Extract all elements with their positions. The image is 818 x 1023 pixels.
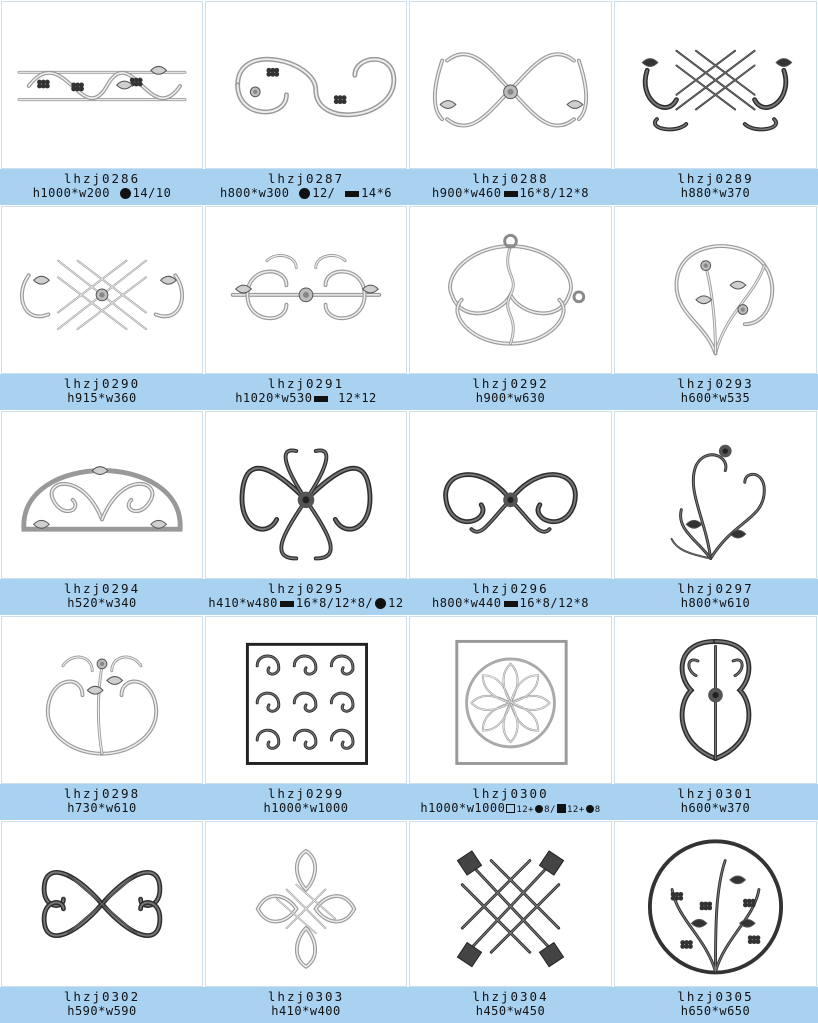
product-caption [0,987,204,1023]
spec-text: 8 [594,805,601,815]
spec-text: h650*w650 [680,1004,751,1018]
product-image [205,411,407,579]
scroll-highlight [257,656,279,674]
product-code: lhzj0296 [472,581,549,596]
leaf [567,101,583,109]
product-caption [613,987,818,1023]
product-code: lhzj0299 [267,786,345,801]
scroll-path [242,468,306,529]
scroll-path [29,73,180,98]
product-card [0,615,204,820]
product-dimensions [0,391,204,406]
spec-text: 12/ [312,186,344,200]
scroll-highlight [672,539,711,559]
scroll-highlight [102,902,160,935]
product-caption [408,374,613,410]
scroll-highlight [331,693,353,711]
scroll-highlight [257,730,279,748]
scroll-highlight [503,703,517,742]
product-code: lhzj0304 [472,989,549,1004]
spec-text: 14*6 [361,186,393,200]
product-card [0,205,204,410]
product-code: lhzj0302 [63,989,141,1004]
product-code: lhzj0294 [63,581,141,596]
rosette-center [741,307,745,311]
wrought-iron-ornament-illustration [2,617,202,783]
spec-text: h880*w370 [680,186,751,200]
scroll-highlight [294,730,316,748]
rosette-center [100,662,104,666]
scroll-highlight [44,872,102,905]
round-bar-icon [120,188,131,199]
spec-text: h1020*w530 [235,391,313,405]
scroll-path [755,70,786,107]
product-code: lhzj0289 [677,171,754,186]
wrought-iron-ornament-illustration [206,822,406,986]
spec-text: 12*12 [330,391,377,405]
scroll-highlight [238,85,287,112]
leaf [730,281,746,289]
product-dimensions [408,1004,613,1019]
product-caption [408,169,613,205]
product-image [614,821,817,987]
scroll-path [102,484,152,520]
product-caption [408,579,613,615]
scroll-highlight [281,500,330,559]
spec-text: h900*w630 [475,391,546,405]
scroll-highlight [44,902,102,935]
scroll-highlight [450,246,571,313]
scroll-path [267,255,345,267]
product-code: lhzj0298 [63,786,141,801]
product-image [614,616,817,784]
leaf [642,59,658,67]
scroll-highlight [511,703,539,731]
scroll-highlight [483,703,511,731]
product-code: lhzj0288 [472,171,549,186]
wrought-iron-ornament-illustration [410,822,611,986]
product-dimensions [0,596,204,611]
wrought-iron-ornament-illustration [615,617,816,783]
product-card [408,0,613,205]
product-dimensions [408,596,613,611]
grape [79,86,84,91]
spec-text: 16*8/12*8 [519,596,590,610]
product-card [204,0,408,205]
scroll-highlight [238,59,394,115]
product-caption [613,784,818,820]
product-card [613,0,818,205]
product-caption [204,374,408,410]
wrought-iron-ornament-illustration [615,2,816,168]
product-image [205,821,407,987]
scroll-highlight [331,730,353,748]
product-card [613,410,818,615]
product-caption [613,169,818,205]
scroll-path [450,246,571,313]
product-dimensions [204,596,408,611]
scroll-path [102,682,156,754]
product-image [409,1,612,169]
spec-text: h590*w590 [67,1004,137,1018]
hollow-square-icon [506,804,515,813]
scroll-path [676,246,772,353]
wrought-iron-ornament-illustration [2,2,202,168]
spec-text: 16*8/12*8 [519,186,590,200]
wrought-iron-ornament-illustration [206,2,406,168]
leaf [730,876,745,884]
spec-text: h800*w440 [431,596,502,610]
product-dimensions [204,391,408,406]
product-image [409,616,612,784]
product-code: lhzj0295 [267,581,345,596]
product-code: lhzj0287 [267,171,345,186]
product-card [613,820,818,1023]
square-bar-icon [557,804,566,813]
scroll-highlight [294,656,316,674]
round-bar-icon [299,188,310,199]
product-card [408,820,613,1023]
product-dimensions [408,186,613,201]
product-card [204,410,408,615]
product-dimensions [613,1004,818,1019]
grape [678,896,683,901]
spec-text: h1000*w1000 [263,801,349,815]
leaf [107,677,123,685]
scroll-path [306,468,370,529]
product-code: lhzj0300 [472,786,549,801]
wrought-iron-ornament-illustration [410,617,611,783]
scroll-highlight [257,693,279,711]
spec-text: 12+ [566,805,585,815]
product-image [205,616,407,784]
scroll-path [645,70,676,107]
round-bar-icon [586,805,594,813]
product-caption [613,374,818,410]
rosette-center [303,292,309,298]
product-caption [0,784,204,820]
product-code: lhzj0292 [472,376,549,391]
product-image [205,1,407,169]
spec-text: 14/10 [132,186,172,200]
scroll-highlight [294,693,316,711]
grape [707,905,712,910]
product-image [1,821,203,987]
scroll-highlight [511,696,550,710]
scroll-path [457,300,563,344]
product-dimensions [613,186,818,201]
product-caption [0,579,204,615]
product-image [614,206,817,374]
product-code: lhzj0297 [677,581,754,596]
scroll-highlight [68,875,136,933]
scroll-highlight [102,682,156,754]
product-card [408,615,613,820]
product-image [614,411,817,579]
product-dimensions [613,596,818,611]
rosette-center [507,89,513,95]
scroll-highlight [503,664,517,703]
scroll-path [511,475,576,522]
product-image [1,616,203,784]
spec-text: h730*w610 [67,801,137,815]
product-dimensions [0,186,204,201]
product-code: lhzj0290 [63,376,141,391]
grape [342,99,347,104]
product-image [614,1,817,169]
product-dimensions [204,1004,408,1019]
product-card [204,820,408,1023]
product-caption [613,579,818,615]
product-caption [204,987,408,1023]
product-card [0,410,204,615]
wrought-iron-ornament-illustration [206,412,406,578]
wrought-iron-ornament-illustration [2,412,202,578]
scroll-highlight [471,696,510,710]
spec-text: h520*w340 [67,596,137,610]
spec-text: h600*w535 [680,391,751,405]
product-card [408,410,613,615]
leaf [691,919,706,927]
round-bar-icon [375,598,386,609]
flat-bar-icon [314,396,328,402]
scroll-path [711,474,765,558]
rosette-center [712,692,718,698]
product-card [0,820,204,1023]
product-card [613,205,818,410]
product-caption [204,579,408,615]
spec-text: h410*w480 [208,596,278,610]
leaf [776,59,792,67]
grape [138,82,143,87]
spec-text: 16*8/12*8/ [295,596,374,610]
flat-bar-icon [504,601,518,607]
product-code: lhzj0305 [677,989,754,1004]
flat-bar-icon [504,191,518,197]
product-caption [408,987,613,1023]
product-code: lhzj0293 [677,376,754,391]
scroll-highlight [331,656,353,674]
product-caption [204,784,408,820]
spec-text: h450*w450 [475,1004,546,1018]
product-dimensions [0,1004,204,1019]
product-image [1,1,203,169]
leaf [92,467,108,475]
grape [688,944,693,949]
product-card [204,205,408,410]
leaf [686,520,702,528]
scroll-highlight [29,73,180,98]
leaf [696,296,712,304]
product-caption [0,374,204,410]
wrought-iron-ornament-illustration [615,412,816,578]
product-dimensions [613,391,818,406]
wrought-iron-ornament-illustration [615,822,816,986]
round-bar-icon [535,805,543,813]
product-dimensions [613,801,818,816]
spec-text: h1000*w200 [32,186,118,200]
product-image [409,411,612,579]
spec-text: h800*w610 [680,596,751,610]
rosette-center [99,292,104,297]
spec-text: h1000*w1000 [420,801,506,815]
rosette-center [704,263,708,267]
product-image [409,206,612,374]
scroll-highlight [676,51,754,110]
scroll-highlight [457,300,563,344]
flat-bar-icon [280,601,294,607]
leaf [34,276,50,284]
product-image [205,206,407,374]
product-code: lhzj0291 [267,376,345,391]
scroll-path [52,484,102,520]
product-code: lhzj0303 [267,989,345,1004]
scroll-path [446,475,511,522]
product-image [1,411,203,579]
spec-text: 8/ [544,805,556,815]
scroll-highlight [511,675,539,703]
scroll-highlight [102,872,160,905]
grape [45,84,50,89]
spec-text: h600*w370 [680,801,751,815]
grape [274,72,279,77]
grape [756,939,761,944]
scroll-highlight [462,861,558,953]
wrought-iron-ornament-illustration [2,822,202,986]
spec-text: h915*w360 [67,391,137,405]
product-dimensions [408,391,613,406]
product-code: lhzj0301 [677,786,754,801]
leaf [440,101,456,109]
wrought-iron-ornament-illustration [410,207,611,373]
product-caption [204,169,408,205]
spec-text: h900*w460 [431,186,502,200]
wrought-iron-ornament-illustration [615,207,816,373]
rosette-center [723,448,728,453]
spec-text: h410*w400 [271,1004,341,1018]
spear-tips [457,851,563,967]
wrought-iron-ornament-illustration [206,207,406,373]
leaf [161,276,177,284]
product-caption [0,169,204,205]
product-card [0,0,204,205]
wrought-iron-ornament-illustration [206,617,406,783]
scroll-highlight [676,246,772,353]
wrought-iron-ornament-illustration [410,412,611,578]
product-dimensions [204,186,408,201]
product-dimensions [0,801,204,816]
rosette-center [302,496,309,503]
product-caption [408,784,613,820]
rosette-center [253,90,257,94]
scroll-path [672,539,711,559]
flat-bar-icon [345,191,359,197]
wrought-iron-ornament-illustration [410,2,611,168]
grape [751,903,756,908]
product-card [204,615,408,820]
ring [574,292,584,302]
leaf [117,81,133,89]
product-card [408,205,613,410]
wrought-iron-ornament-illustration [2,207,202,373]
product-image [1,206,203,374]
product-card [613,615,818,820]
product-dimensions [408,801,613,818]
spec-text: 12 [388,596,404,610]
product-image [409,821,612,987]
product-dimensions [204,801,408,816]
product-code: lhzj0286 [63,171,141,186]
spec-text: 12+ [516,805,535,815]
rosette-center [507,497,513,503]
scroll-highlight [267,255,345,267]
spec-text: h800*w300 [219,186,298,200]
scroll-highlight [483,675,511,703]
